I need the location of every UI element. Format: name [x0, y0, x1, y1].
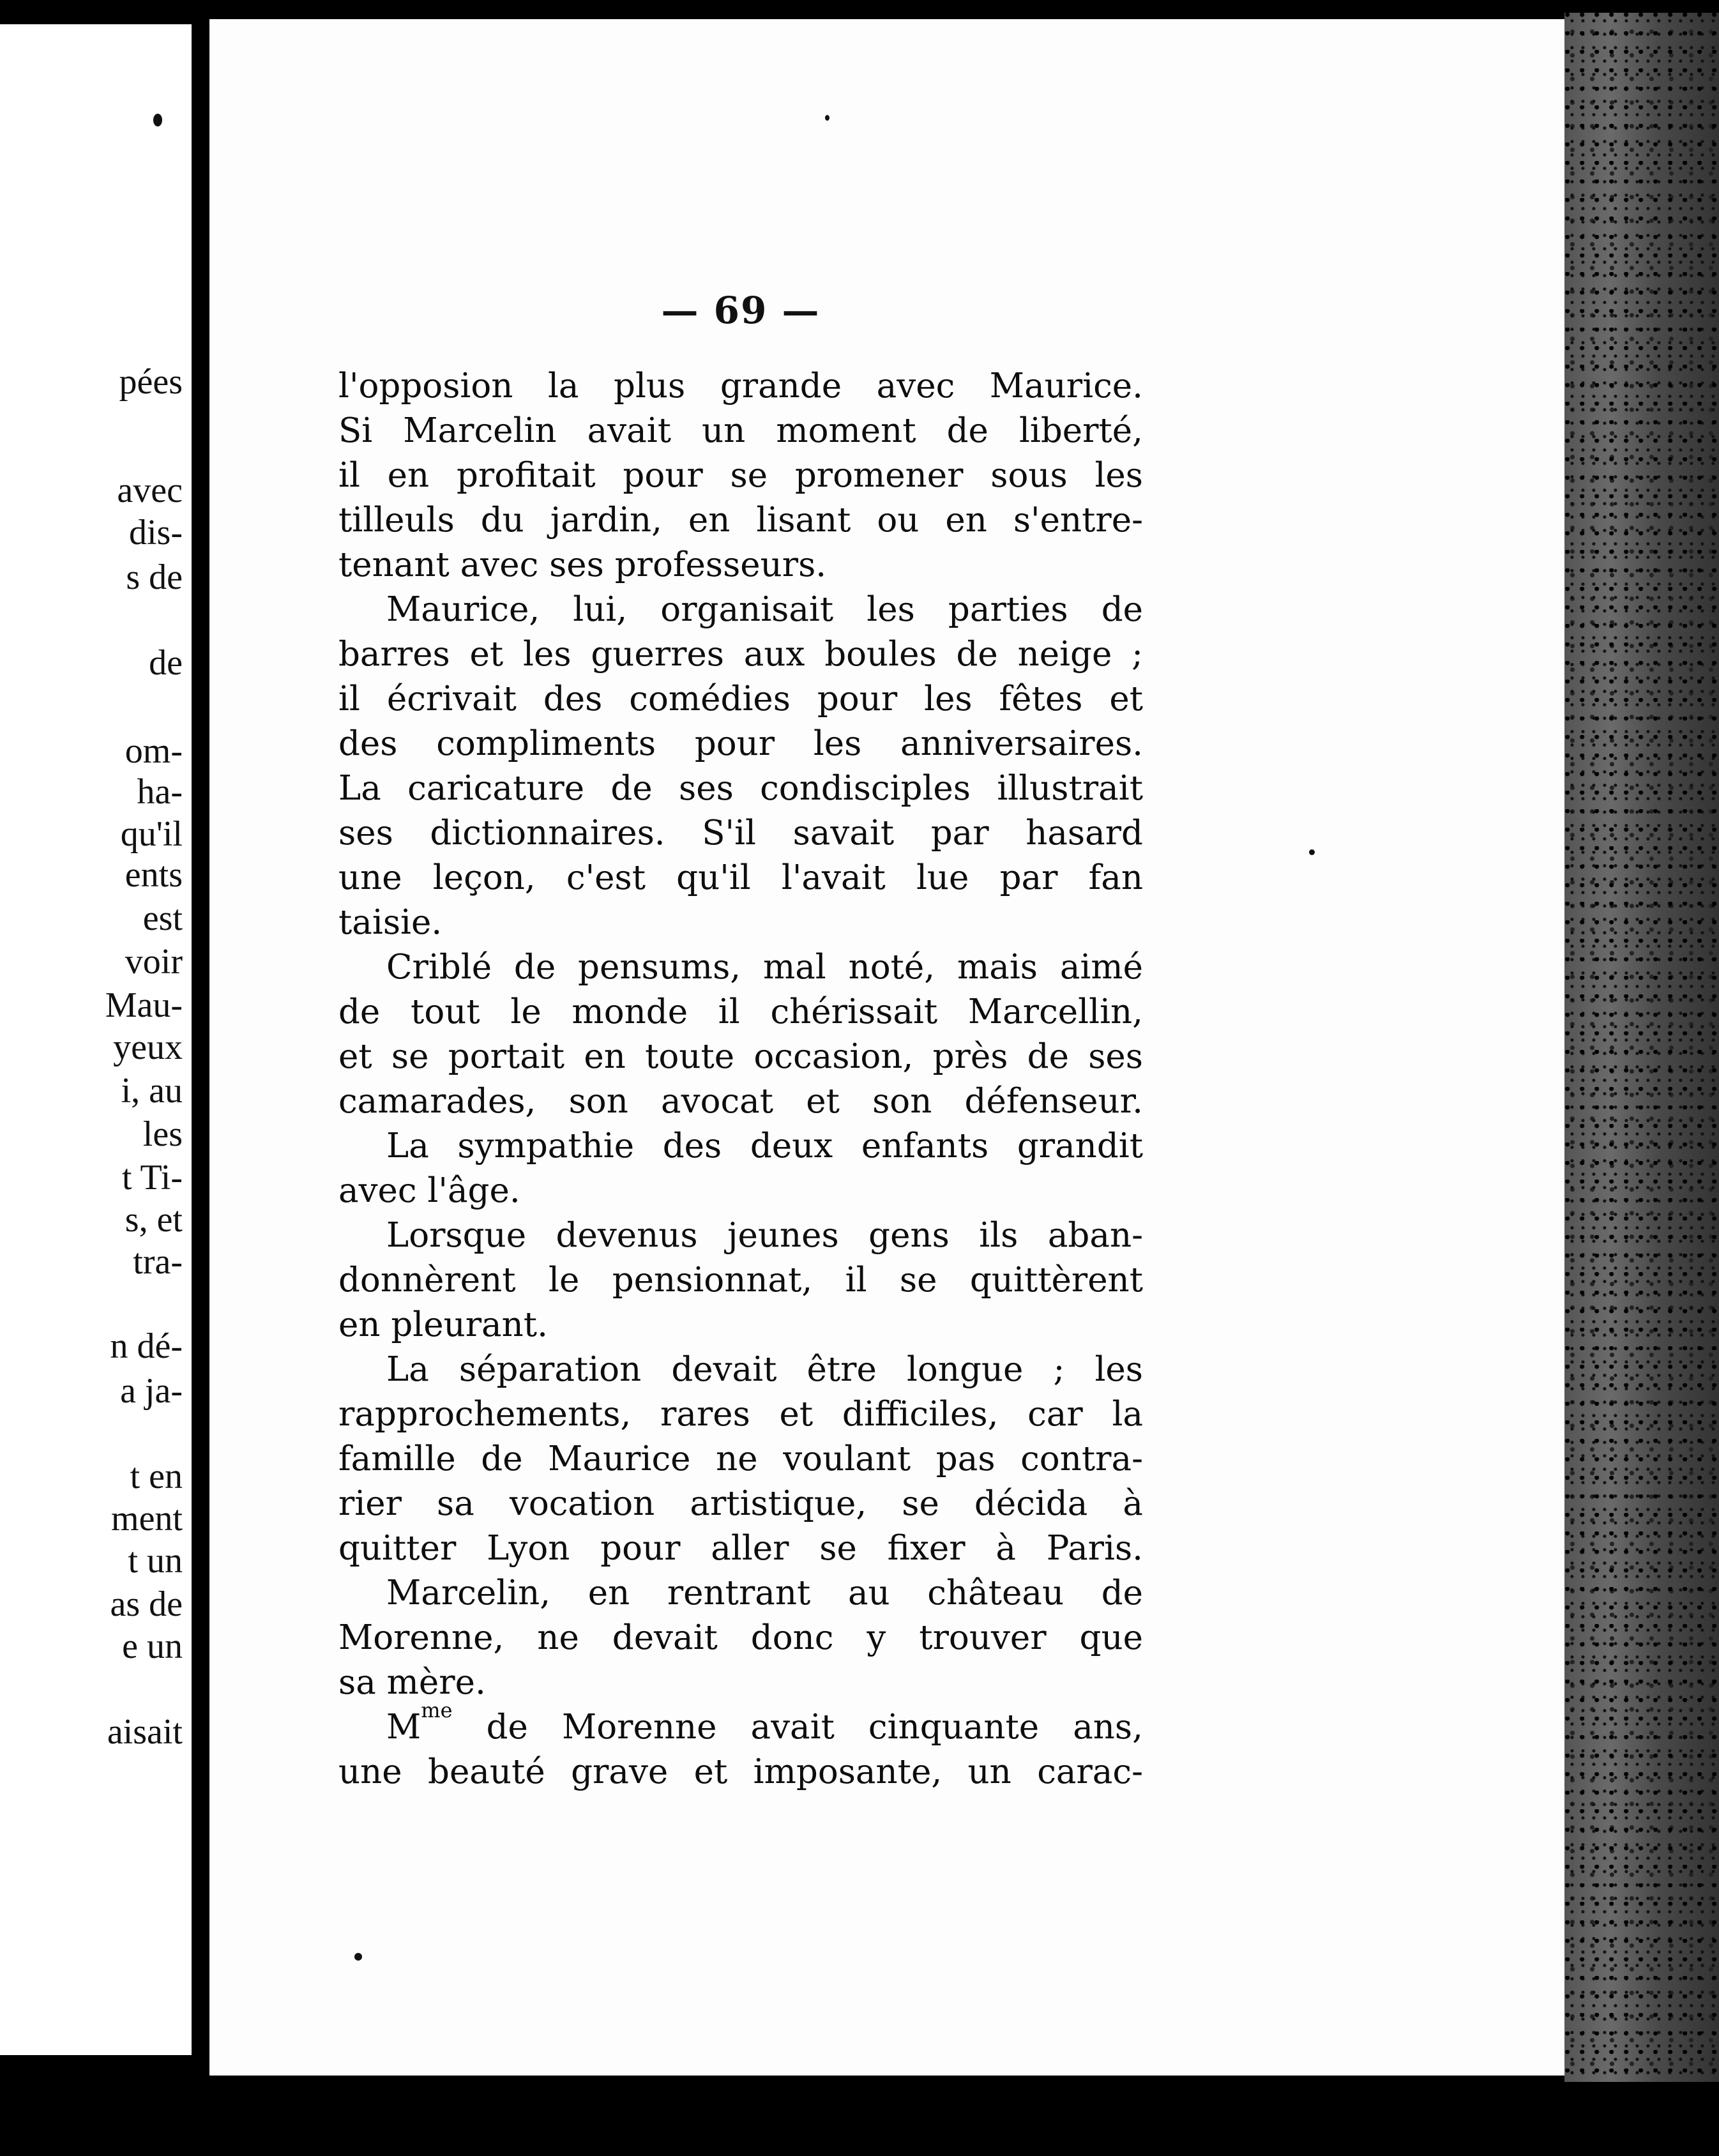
left-page-fragment: s, et	[125, 1200, 183, 1240]
left-page-fragment: yeux	[113, 1028, 183, 1067]
left-page-fragment: i, au	[121, 1071, 183, 1111]
text-line: une leçon, c'est qu'il l'avait lue par fan	[338, 858, 1143, 897]
book-edge	[1564, 13, 1719, 2082]
left-page-fragment: qu'il	[120, 814, 183, 854]
left-page-fragment: pées	[119, 362, 183, 402]
text-line: tilleuls du jardin, en lisant ou en s'entre-	[338, 501, 1143, 540]
left-page-fragment: e un	[122, 1627, 183, 1666]
text-line: rier sa vocation artistique, se décida à	[338, 1484, 1143, 1523]
text-line: l'opposion la plus grande avec Maurice.	[338, 367, 1143, 406]
text-line: camarades, son avocat et son défenseur.	[338, 1082, 1143, 1121]
left-page-fragment: avec	[117, 471, 183, 510]
left-page-fragment: est	[142, 899, 183, 938]
text-line: Morenne, ne devait donc y trouver que	[338, 1618, 1143, 1657]
text-line: donnèrent le pensionnat, il se quittèrent	[338, 1261, 1143, 1300]
text-line: tenant avec ses professeurs.	[338, 545, 827, 584]
left-page-fragment: ents	[125, 855, 183, 895]
text-line: rapprochements, rares et difficiles, car la	[338, 1395, 1143, 1434]
text-line: barres et les guerres aux boules de neige ;	[338, 635, 1143, 674]
text-line: taisie.	[338, 903, 443, 942]
text-line: La séparation devait être longue ; les	[386, 1350, 1143, 1389]
book-edge-shadow	[1564, 2082, 1719, 2156]
left-facing-page	[0, 24, 192, 2055]
text-line: Marcelin, en rentrant au château de	[386, 1574, 1143, 1613]
left-page-fragment: ha-	[137, 772, 183, 812]
text-line: et se portait en toute occasion, près de ses	[338, 1037, 1143, 1076]
left-page-fragment: t Ti-	[122, 1158, 183, 1197]
ink-speck	[354, 1953, 362, 1961]
page-number: — 69 —	[661, 289, 821, 332]
text-line: Si Marcelin avait un moment de liberté,	[338, 411, 1143, 450]
left-page-fragment: les	[142, 1114, 183, 1154]
ink-speck	[825, 115, 829, 121]
text-line: de tout le monde il chérissait Marcellin,	[338, 992, 1143, 1031]
ink-speck	[1309, 849, 1315, 855]
left-page-fragment: a ja-	[120, 1371, 183, 1411]
left-page-fragment: tra-	[133, 1242, 183, 1282]
text-line: Lorsque devenus jeunes gens ils aban-	[386, 1216, 1143, 1255]
text-line: La sympathie des deux enfants grandit	[386, 1127, 1143, 1165]
text-line: famille de Maurice ne voulant pas contra-	[338, 1439, 1143, 1478]
left-page-fragment: de	[149, 643, 183, 683]
left-page-fragment: n dé-	[110, 1326, 183, 1366]
left-page-fragment: as de	[110, 1584, 183, 1624]
left-page-fragment: t un	[128, 1541, 183, 1581]
text-line: avec l'âge.	[338, 1171, 520, 1210]
text-line: il en profitait pour se promener sous les	[338, 456, 1143, 495]
left-page-fragment: dis-	[129, 513, 183, 552]
text-line: sa mère.	[338, 1663, 486, 1702]
text-line: il écrivait des comédies pour les fêtes et	[338, 679, 1143, 718]
text-line: $M^{me}$ de Morenne avait cinquante ans,	[386, 1705, 1143, 1747]
text-line: ses dictionnaires. S'il savait par hasard	[338, 814, 1143, 853]
text-line: La caricature de ses condisciples illustrait	[338, 769, 1143, 808]
left-page-fragment: om-	[125, 731, 183, 771]
ink-speck	[153, 114, 162, 126]
left-page-fragment: aisait	[107, 1712, 183, 1752]
left-page-fragment: s de	[126, 558, 183, 597]
text-line: en pleurant.	[338, 1305, 548, 1344]
text-line: une beauté grave et imposante, un carac-	[338, 1752, 1143, 1791]
page-gutter	[192, 13, 209, 2076]
text-line: des compliments pour les anniversaires.	[338, 724, 1143, 763]
text-line: quitter Lyon pour aller se fixer à Paris.	[338, 1529, 1143, 1568]
left-page-fragment: t en	[130, 1457, 183, 1496]
left-page-fragment: voir	[125, 942, 183, 982]
body-text	[338, 364, 1143, 1795]
left-page-fragment: ment	[111, 1499, 183, 1538]
text-line: Criblé de pensums, mal noté, mais aimé	[386, 948, 1143, 987]
text-line: Maurice, lui, organisait les parties de	[386, 590, 1143, 629]
mme-abbreviation: $M^{me}$	[386, 1705, 453, 1747]
left-page-fragment: Mau-	[105, 985, 183, 1025]
